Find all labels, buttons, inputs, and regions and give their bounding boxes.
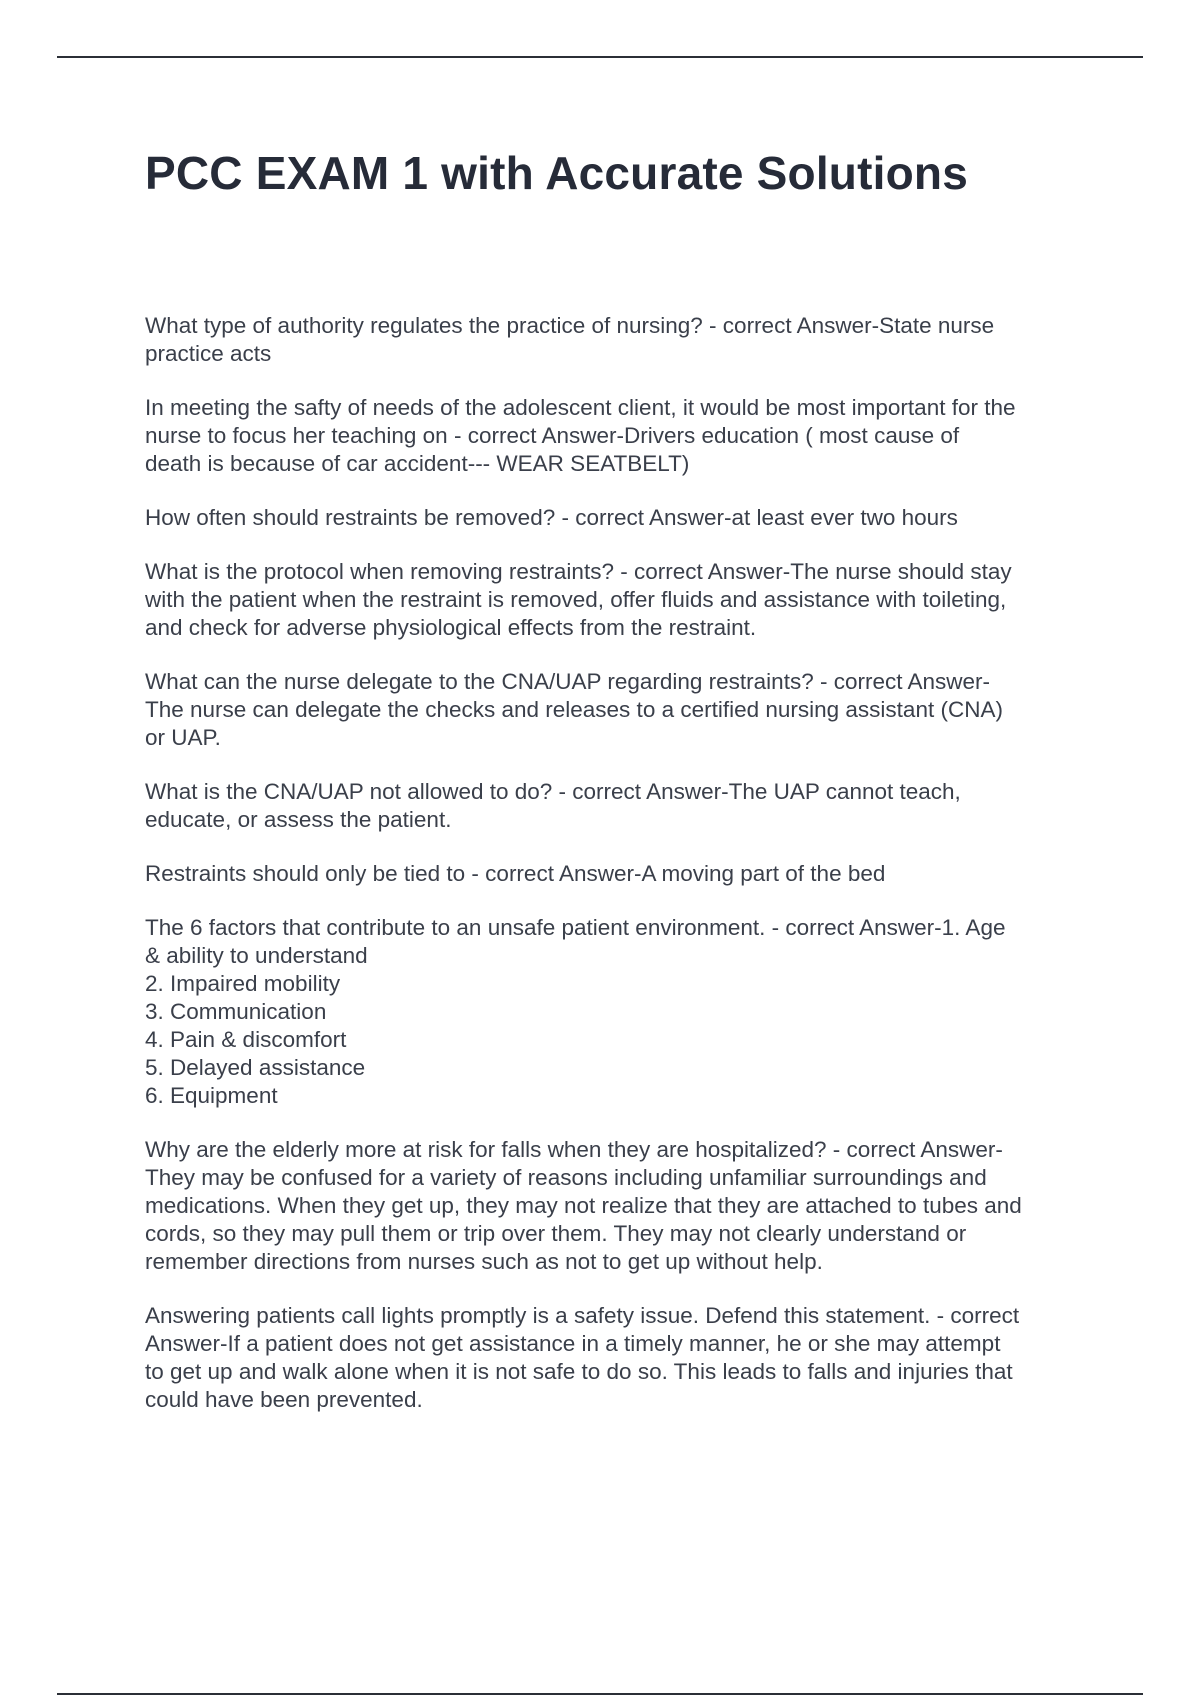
qa-item bbox=[145, 558, 1095, 642]
qa-text-line: 3. Communication bbox=[145, 999, 327, 1024]
qa-text-line: What type of authority regulates the practice of nursing? - correct Answer-State nurse bbox=[145, 313, 995, 338]
qa-text-line: practice acts bbox=[145, 341, 272, 366]
page-title: PCC EXAM 1 with Accurate Solutions bbox=[145, 147, 968, 199]
qa-item bbox=[145, 504, 1095, 532]
qa-text-line: & ability to understand bbox=[145, 943, 368, 968]
qa-text-line: 5. Delayed assistance bbox=[145, 1055, 366, 1080]
qa-text-line: In meeting the safty of needs of the adolescent client, it would be most important for the bbox=[145, 395, 1016, 420]
qa-text-line: or UAP. bbox=[145, 725, 221, 750]
qa-text-line: 4. Pain & discomfort bbox=[145, 1027, 347, 1052]
qa-item bbox=[145, 312, 1095, 368]
qa-text-line: The nurse can delegate the checks and releases to a certified nursing assistant (CNA) bbox=[145, 697, 1003, 722]
qa-list bbox=[145, 312, 1095, 1440]
qa-text-line: to get up and walk alone when it is not safe to do so. This leads to falls and injuries that bbox=[145, 1359, 1013, 1384]
qa-text-line: with the patient when the restraint is removed, offer fluids and assistance with toileting, bbox=[145, 587, 1007, 612]
qa-text-line: The 6 factors that contribute to an unsafe patient environment. - correct Answer-1. Age bbox=[145, 915, 1006, 940]
qa-item bbox=[145, 860, 1095, 888]
qa-text-line: remember directions from nurses such as not to get up without help. bbox=[145, 1249, 823, 1274]
qa-text-line: 2. Impaired mobility bbox=[145, 971, 341, 996]
qa-text-line: They may be confused for a variety of reasons including unfamiliar surroundings and bbox=[145, 1165, 987, 1190]
qa-text-line: Answering patients call lights promptly is a safety issue. Defend this statement. - correct bbox=[145, 1303, 1020, 1328]
qa-text-line: What is the CNA/UAP not allowed to do? - correct Answer-The UAP cannot teach, bbox=[145, 779, 961, 804]
qa-text-line: What can the nurse delegate to the CNA/UAP regarding restraints? - correct Answer- bbox=[145, 669, 990, 694]
qa-text-line: cords, so they may pull them or trip over them. They may not clearly understand or bbox=[145, 1221, 967, 1246]
qa-text-line: What is the protocol when removing restraints? - correct Answer-The nurse should stay bbox=[145, 559, 1012, 584]
qa-text-line: death is because of car accident--- WEAR SEATBELT) bbox=[145, 451, 690, 476]
top-divider bbox=[57, 56, 1143, 58]
qa-text-line: and check for adverse physiological effects from the restraint. bbox=[145, 615, 757, 640]
qa-text-line: Answer-If a patient does not get assistance in a timely manner, he or she may attempt bbox=[145, 1331, 1001, 1356]
qa-item bbox=[145, 914, 1095, 1110]
qa-text-line: Restraints should only be tied to - correct Answer-A moving part of the bed bbox=[145, 861, 886, 886]
qa-text-line: educate, or assess the patient. bbox=[145, 807, 452, 832]
qa-item bbox=[145, 1302, 1095, 1414]
qa-text-line: could have been prevented. bbox=[145, 1387, 423, 1412]
qa-text-line: How often should restraints be removed? - correct Answer-at least ever two hours bbox=[145, 505, 958, 530]
qa-item bbox=[145, 1136, 1095, 1276]
qa-item bbox=[145, 778, 1095, 834]
qa-text-line: medications. When they get up, they may not realize that they are attached to tubes and bbox=[145, 1193, 1022, 1218]
qa-text-line: 6. Equipment bbox=[145, 1083, 278, 1108]
qa-text-line: nurse to focus her teaching on - correct Answer-Drivers education ( most cause of bbox=[145, 423, 960, 448]
bottom-divider bbox=[57, 1693, 1143, 1695]
qa-item bbox=[145, 394, 1095, 478]
qa-item bbox=[145, 668, 1095, 752]
qa-text-line: Why are the elderly more at risk for falls when they are hospitalized? - correct Answer- bbox=[145, 1137, 1003, 1162]
